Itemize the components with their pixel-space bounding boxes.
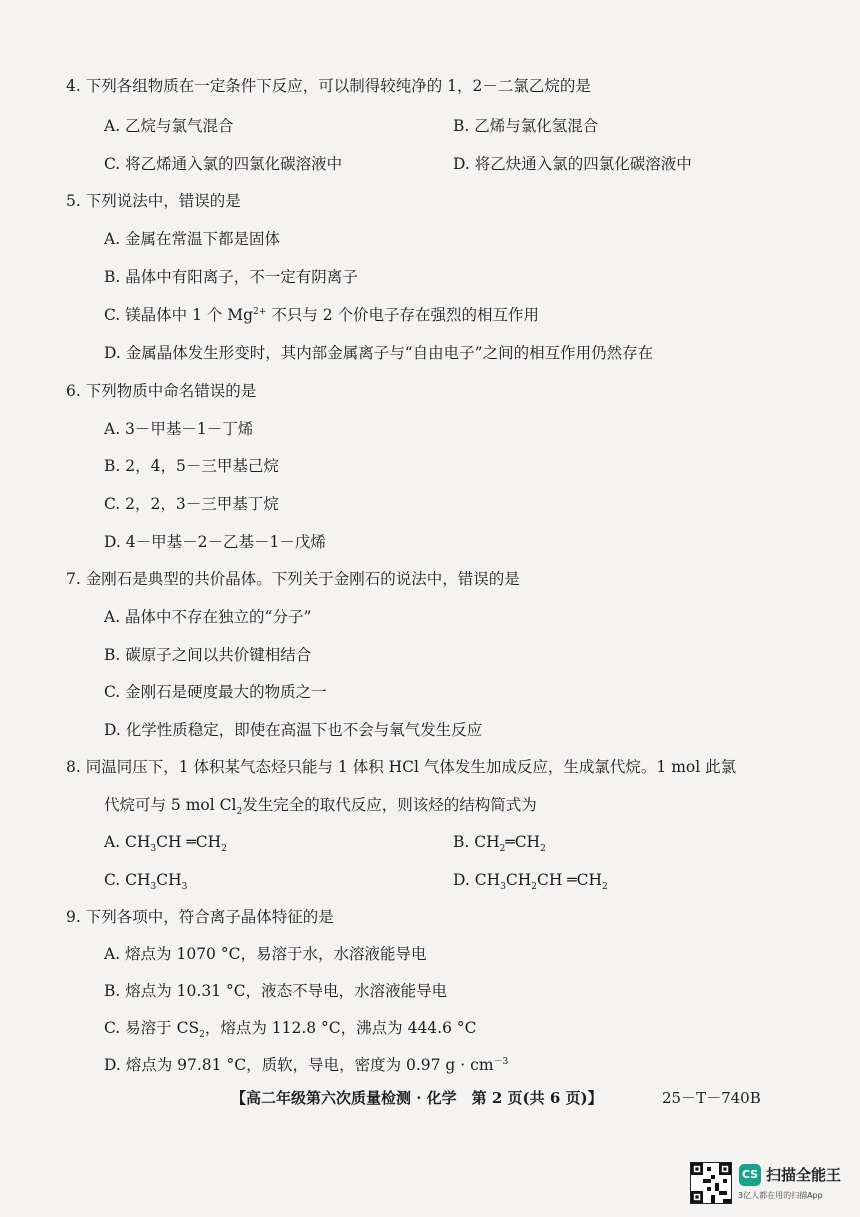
question-8-option-d: D. $CH_3CH_2CH$ $═CH_2$ bbox=[453, 871, 608, 893]
question-9-option-a: A. 熔点为 1070 °C，易溶于水，水溶液能导电 bbox=[104, 945, 427, 963]
question-5-option-a: A. 金属在常温下都是固体 bbox=[104, 230, 281, 248]
question-4-option-c: C. 将乙烯通入氯的四氯化碳溶液中 bbox=[104, 155, 343, 173]
question-8-option-a: A. $CH_3CH$ $═CH_2$ bbox=[104, 833, 227, 855]
qr-code-icon bbox=[690, 1162, 732, 1204]
question-5-option-c: C. 镁晶体中 1 个 $Mg^{2+}$ 不只与 2 个价电子存在强烈的相互作用 bbox=[104, 306, 540, 324]
camscanner-logo-icon: CS bbox=[739, 1164, 761, 1186]
question-7-option-d: D. 化学性质稳定，即使在高温下也不会与氧气发生反应 bbox=[104, 721, 483, 739]
question-6-option-a: A. 3－甲基－1－丁烯 bbox=[104, 420, 254, 438]
question-5-option-d: D. 金属晶体发生形变时，其内部金属离子与“自由电子”之间的相互作用仍然存在 bbox=[104, 344, 654, 362]
question-4-option-d: D. 将乙炔通入氯的四氯化碳溶液中 bbox=[453, 155, 692, 173]
question-6-option-d: D. 4－甲基－2－乙基－1－戊烯 bbox=[104, 533, 326, 551]
question-9-stem: 9. 下列各项中，符合离子晶体特征的是 bbox=[66, 908, 334, 926]
question-5-stem: 5. 下列说法中，错误的是 bbox=[66, 192, 241, 210]
question-6-option-c: C. 2，2，3－三甲基丁烷 bbox=[104, 495, 279, 513]
question-8-stem-line-1: 8. 同温同压下，1 体积某气态烃只能与 1 体积 HCl 气体发生加成反应，生成氯代烷。1 mol 此氯 bbox=[66, 758, 737, 776]
question-9-option-b: B. 熔点为 10.31 °C，液态不导电，水溶液能导电 bbox=[104, 982, 448, 1000]
question-7-option-c: C. 金刚石是硬度最大的物质之一 bbox=[104, 683, 327, 701]
page-footer: 【高二年级第六次质量检测 · 化学 第 2 页(共 6 页)】 bbox=[231, 1089, 603, 1107]
question-9-option-d: D. 熔点为 97.81 °C，质软，导电，密度为 0.97 $g \cdot cm^{-3}$ bbox=[104, 1056, 509, 1074]
camscanner-tagline: 3亿人都在用的扫描App bbox=[738, 1191, 823, 1200]
question-8-option-b: B. $CH_2═CH_2$ bbox=[453, 833, 546, 855]
question-4-stem: 4. 下列各组物质在一定条件下反应，可以制得较纯净的 1，2－二氯乙烷的是 bbox=[66, 77, 591, 95]
question-6-stem: 6. 下列物质中命名错误的是 bbox=[66, 382, 257, 400]
question-4-option-b: B. 乙烯与氯化氢混合 bbox=[453, 117, 599, 135]
exam-code: 25－T－740B bbox=[662, 1089, 761, 1107]
question-9-option-c: C. 易溶于 $CS_2$，熔点为 112.8 °C，沸点为 444.6 °C bbox=[104, 1019, 477, 1041]
question-7-option-a: A. 晶体中不存在独立的“分子” bbox=[104, 608, 312, 626]
question-7-option-b: B. 碳原子之间以共价键相结合 bbox=[104, 646, 312, 664]
question-4-option-a: A. 乙烷与氯气混合 bbox=[104, 117, 234, 135]
question-8-option-c: C. $CH_3CH_3$ bbox=[104, 871, 188, 893]
question-8-stem-line-2: 代烷可与 5 mol $Cl_2$发生完全的取代反应，则该烃的结构简式为 bbox=[104, 796, 537, 818]
camscanner-name: 扫描全能王 bbox=[766, 1166, 842, 1184]
question-5-option-b: B. 晶体中有阳离子，不一定有阴离子 bbox=[104, 268, 358, 286]
question-6-option-b: B. 2，4，5－三甲基己烷 bbox=[104, 457, 279, 475]
question-7-stem: 7. 金刚石是典型的共价晶体。下列关于金刚石的说法中，错误的是 bbox=[66, 570, 520, 588]
